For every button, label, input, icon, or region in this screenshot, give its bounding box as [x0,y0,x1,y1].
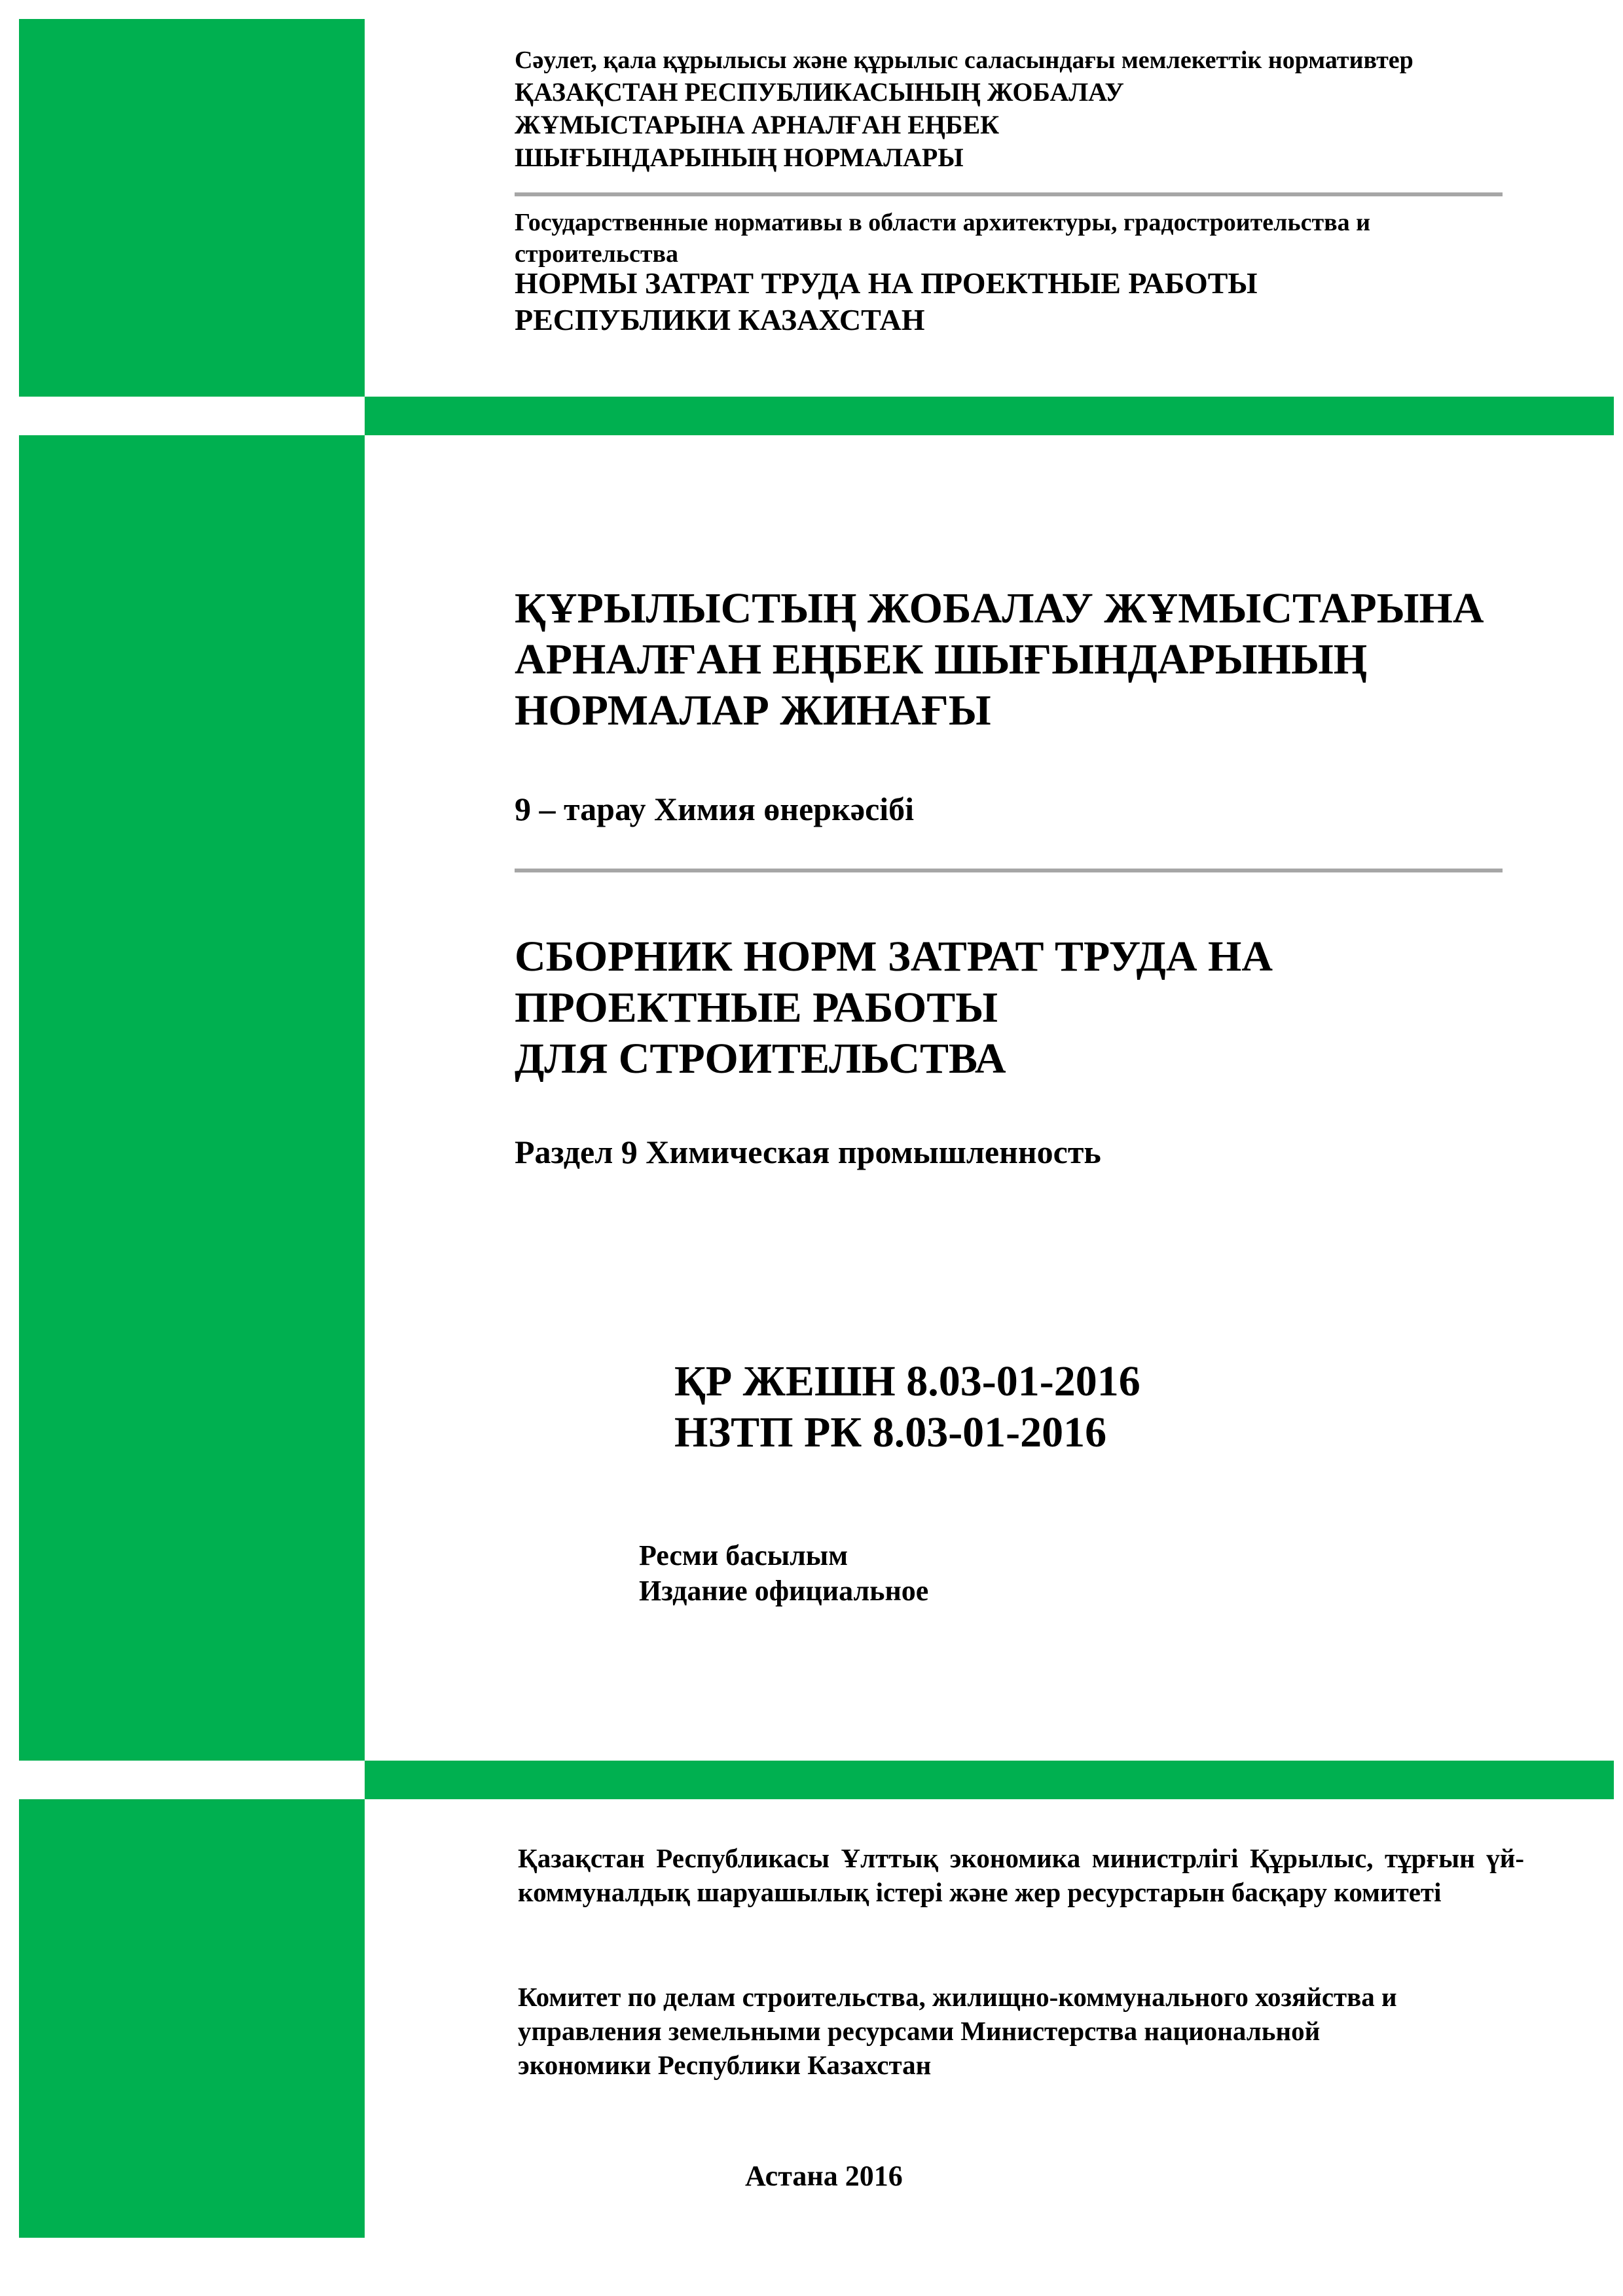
document-code-kz: ҚР ЖЕШН 8.03-01-2016 [674,1357,1140,1405]
green-block-bottom-left [19,1799,365,2238]
ru-header-title-line: НОРМЫ ЗАТРАТ ТРУДА НА ПРОЕКТНЫЕ РАБОТЫ [515,266,1258,300]
edition-label [639,1538,928,1609]
document-codes [674,1356,1140,1458]
ru-header-title-line: РЕСПУБЛИКИ КАЗАХСТАН [515,303,925,336]
kz-header-title-line: ШЫҒЫНДАРЫНЫҢ НОРМАЛАРЫ [515,143,964,172]
ru-committee-line: управления земельными ресурсами Министерства национальной [518,2016,1321,2046]
ru-header-subtitle-line: Государственные нормативы в области архитектуры, градостроительства и [515,209,1371,236]
green-band-bottom [365,1761,1614,1799]
edition-ru: Издание официальное [639,1575,929,1607]
kz-collection-title-line: НОРМАЛАР ЖИНАҒЫ [515,687,991,734]
header-divider [515,192,1503,196]
green-block-middle-left [19,435,365,1761]
kz-collection-title-line: ҚҰРЫЛЫСТЫҢ ЖОБАЛАУ ЖҰМЫСТАРЫНА [515,584,1484,632]
ru-collection-title-line: ПРОЕКТНЫЕ РАБОТЫ [515,984,998,1031]
kz-collection-title-line: АРНАЛҒАН ЕҢБЕК ШЫҒЫНДАРЫНЫҢ [515,636,1368,683]
ru-header-subtitle [515,207,1370,270]
green-band-top [365,397,1614,435]
edition-kz: Ресми басылым [639,1539,848,1571]
kz-collection-title [515,583,1484,736]
ru-collection-title-line: СБОРНИК НОРМ ЗАТРАТ ТРУДА НА [515,933,1273,980]
ru-collection-title [515,931,1273,1085]
ru-collection-title-line: ДЛЯ СТРОИТЕЛЬСТВА [515,1035,1006,1083]
ru-section-title: Раздел 9 Химическая промышленность [515,1134,1101,1170]
ru-committee-line: Комитет по делам строительства, жилищно-коммунального хозяйства и [518,1982,1397,2012]
kz-header-title-line: ҚАЗАҚСТАН РЕСПУБЛИКАСЫНЫҢ ЖОБАЛАУ [515,77,1124,107]
ru-header-title [515,265,1258,338]
kz-header-title [515,76,1124,174]
kz-committee: Қазақстан Республикасы Ұлттық экономика министрлігі Құрылыс, тұрғын үй-коммуналдық шаруашылық істері және жер ресурстарын басқару комитеті [518,1843,1524,1907]
city-year: Астана 2016 [745,2160,903,2192]
kz-section-title: 9 – тарау Химия өнеркәсібі [515,791,915,827]
document-code-ru: НЗТП РК 8.03-01-2016 [674,1408,1107,1456]
green-block-top-left [19,19,365,397]
kz-header-title-line: ЖҰМЫСТАРЫНА АРНАЛҒАН ЕҢБЕК [515,110,1000,139]
ru-committee [518,1980,1397,2082]
ru-header-subtitle-line: строительства [515,240,679,268]
kz-header-subtitle: Сәулет, қала құрылысы және құрылыс саласындағы мемлекеттік нормативтер [515,46,1413,74]
ru-committee-line: экономики Республики Казахстан [518,2050,932,2080]
main-divider [515,869,1503,872]
